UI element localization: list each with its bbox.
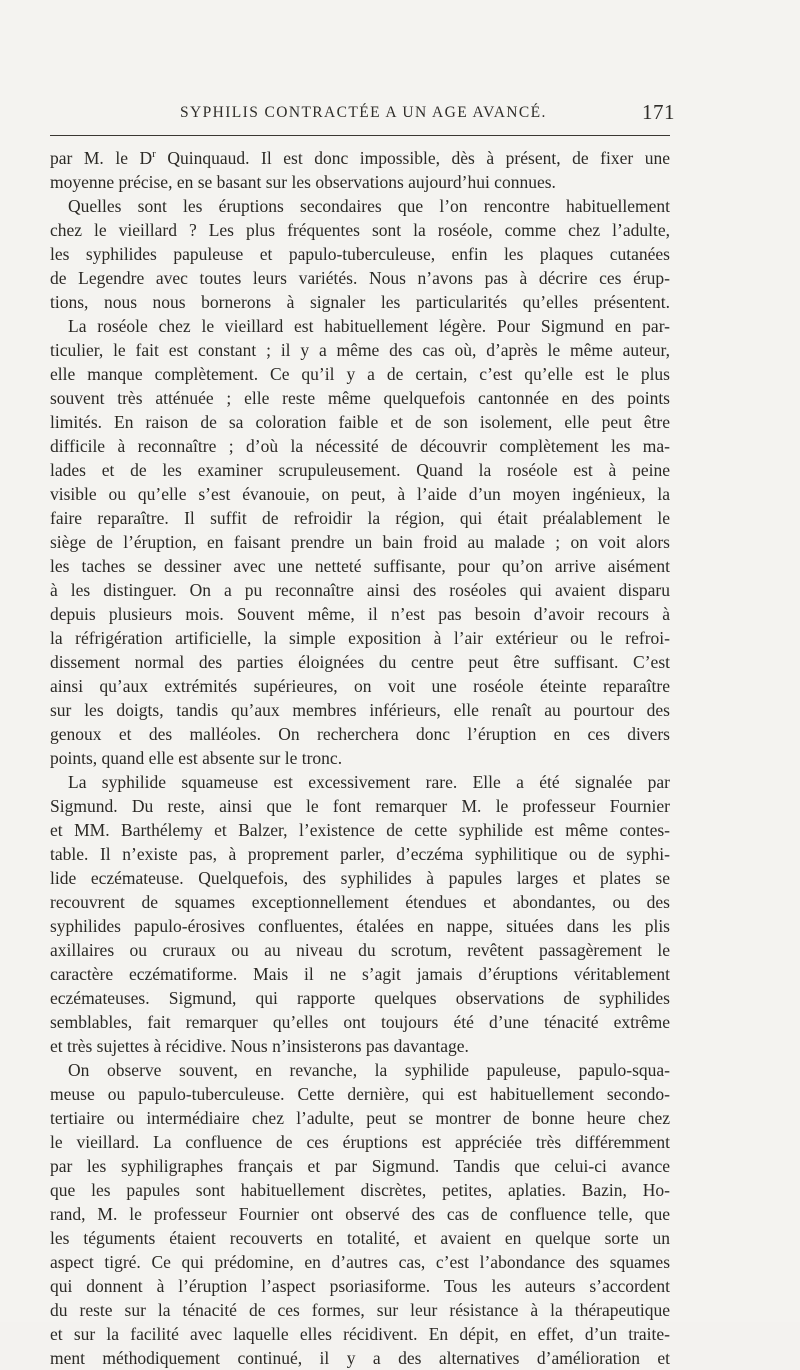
text-line: caractère eczématiforme. Mais il ne s’agit jamais d’éruptions véritablement: [50, 964, 670, 984]
text-line: lide eczémateuse. Quelquefois, des syphilides à papules larges et plates se: [50, 868, 670, 888]
text-line: points, quand elle est absente sur le tronc.: [50, 748, 343, 768]
running-head: [0, 100, 800, 126]
text-line: faire reparaître. Il suffit de refroidir la région, qui était préalablement le: [50, 508, 670, 528]
text-line: les syphilides papuleuse et papulo-tuberculeuse, enfin les plaques cutanées: [50, 244, 670, 264]
text-line: visible ou qu’elle s’est évanouie, on peut, à l’aide d’un moyen ingénieux, la: [50, 484, 670, 504]
text-line: qui donnent à l’éruption l’aspect psoriasiforme. Tous les auteurs s’accordent: [50, 1276, 670, 1296]
text-line: chez le vieillard ? Les plus fréquentes sont la roséole, comme chez l’adulte,: [50, 220, 670, 240]
text-line: Sigmund. Du reste, ainsi que le font remarquer M. le professeur Fournier: [50, 796, 670, 816]
paragraph-start-line: La syphilide squameuse est excessivement rare. Elle a été signalée par: [68, 772, 670, 792]
text-line: semblables, fait remarquer qu’elles ont toujours été d’une ténacité extrême: [50, 1012, 670, 1032]
text-line: table. Il n’existe pas, à proprement parler, d’eczéma syphilitique ou de syphi-: [50, 844, 670, 864]
paragraph-start-line: Quelles sont les éruptions secondaires que l’on rencontre habituellement: [68, 196, 670, 216]
text-line: à les distinguer. On a pu reconnaître ainsi des roséoles qui avaient disparu: [50, 580, 670, 600]
text-line: ainsi qu’aux extrémités supérieures, on voit une roséole éteinte reparaître: [50, 676, 670, 696]
text-line: la réfrigération artificielle, la simple exposition à l’air extérieur ou le refroi-: [50, 628, 670, 648]
page-number: 171: [642, 100, 675, 124]
text-line: elle manque complètement. Ce qu’il y a de certain, c’est qu’elle est le plus: [50, 364, 670, 384]
text-line: syphilides papulo-érosives confluentes, étalées en nappe, situées dans les plis: [50, 916, 670, 936]
text-line: ticulier, le fait est constant ; il y a même des cas où, d’après le même auteur,: [50, 340, 670, 360]
text-line: et très sujettes à récidive. Nous n’insisterons pas davantage.: [50, 1036, 469, 1056]
text-line: que les papules sont habituellement discrètes, petites, aplaties. Bazin, Ho-: [50, 1180, 670, 1200]
text-line: tertiaire ou intermédiaire chez l’adulte, peut se montrer de bonne heure chez: [50, 1108, 670, 1128]
text-line: dissement normal des parties éloignées du centre peut être suffisant. C’est: [50, 652, 670, 672]
paragraph-start-line: On observe souvent, en revanche, la syphilide papuleuse, papulo-squa-: [68, 1060, 670, 1080]
paragraph-start-line: La roséole chez le vieillard est habituellement légère. Pour Sigmund en par-: [68, 316, 670, 336]
text-line: de Legendre avec toutes leurs variétés. Nous n’avons pas à décrire ces érup-: [50, 268, 670, 288]
text-line: les taches se dessiner avec une netteté suffisante, pour qu’on arrive aisément: [50, 556, 670, 576]
text-line: genoux et des malléoles. On recherchera donc l’éruption en ces divers: [50, 724, 670, 744]
text-line: et MM. Barthélemy et Balzer, l’existence de cette syphilide est même contes-: [50, 820, 670, 840]
text-line: difficile à reconnaître ; d’où la nécessité de découvrir complètement les ma-: [50, 436, 670, 456]
line-start: par M. le D: [50, 148, 153, 168]
text-line: tions, nous nous bornerons à signaler les particularités qu’elles présentent.: [50, 292, 670, 312]
header-rule: [50, 135, 670, 136]
text-line: [50, 146, 670, 170]
text-line: axillaires ou cruraux ou au niveau du scrotum, revêtent passagèrement le: [50, 940, 670, 960]
text-line: et sur la facilité avec laquelle elles récidivent. En dépit, en effet, d’un traite-: [50, 1324, 670, 1344]
text-line: par les syphiligraphes français et par Sigmund. Tandis que celui-ci avance: [50, 1156, 670, 1176]
text-line: le vieillard. La confluence de ces éruptions est appréciée très différemment: [50, 1132, 670, 1152]
line-rest: Quinquaud. Il est donc impossible, dès à présent, de fixer une: [155, 148, 670, 168]
text-line: souvent très atténuée ; elle reste même quelquefois cantonnée en des points: [50, 388, 670, 408]
text-line: sur les doigts, tandis qu’aux membres inférieurs, elle renaît au pourtour des: [50, 700, 670, 720]
text-line: depuis plusieurs mois. Souvent même, il n’est pas besoin d’avoir recours à: [50, 604, 670, 624]
text-line: les téguments étaient recouverts en totalité, et avaient en quelque sorte un: [50, 1228, 670, 1248]
text-line: du reste sur la ténacité de ces formes, sur leur résistance à la thérapeutique: [50, 1300, 670, 1320]
text-line: moyenne précise, en se basant sur les observations aujourd’hui connues.: [50, 172, 556, 192]
text-line: eczémateuses. Sigmund, qui rapporte quelques observations de syphilides: [50, 988, 670, 1008]
text-line: rand, M. le professeur Fournier ont observé des cas de confluence telle, que: [50, 1204, 670, 1224]
text-line: ment méthodiquement continué, il y a des alternatives d’amélioration et: [50, 1348, 670, 1368]
running-title: SYPHILIS CONTRACTÉE A UN AGE AVANCÉ.: [180, 104, 547, 121]
text-line: recouvrent de squames exceptionnellement étendues et abondantes, ou des: [50, 892, 670, 912]
text-line: limités. En raison de sa coloration faible et de son isolement, elle peut être: [50, 412, 670, 432]
superscript: r: [152, 148, 156, 161]
text-line: meuse ou papulo-tuberculeuse. Cette dernière, qui est habituellement secondo-: [50, 1084, 670, 1104]
text-line: aspect tigré. Ce qui prédomine, en d’autres cas, c’est l’abondance des squames: [50, 1252, 670, 1272]
text-line: siège de l’éruption, en faisant prendre un bain froid au malade ; on voit alors: [50, 532, 670, 552]
text-line: lades et de les examiner scrupuleusement. Quand la roséole est à peine: [50, 460, 670, 480]
